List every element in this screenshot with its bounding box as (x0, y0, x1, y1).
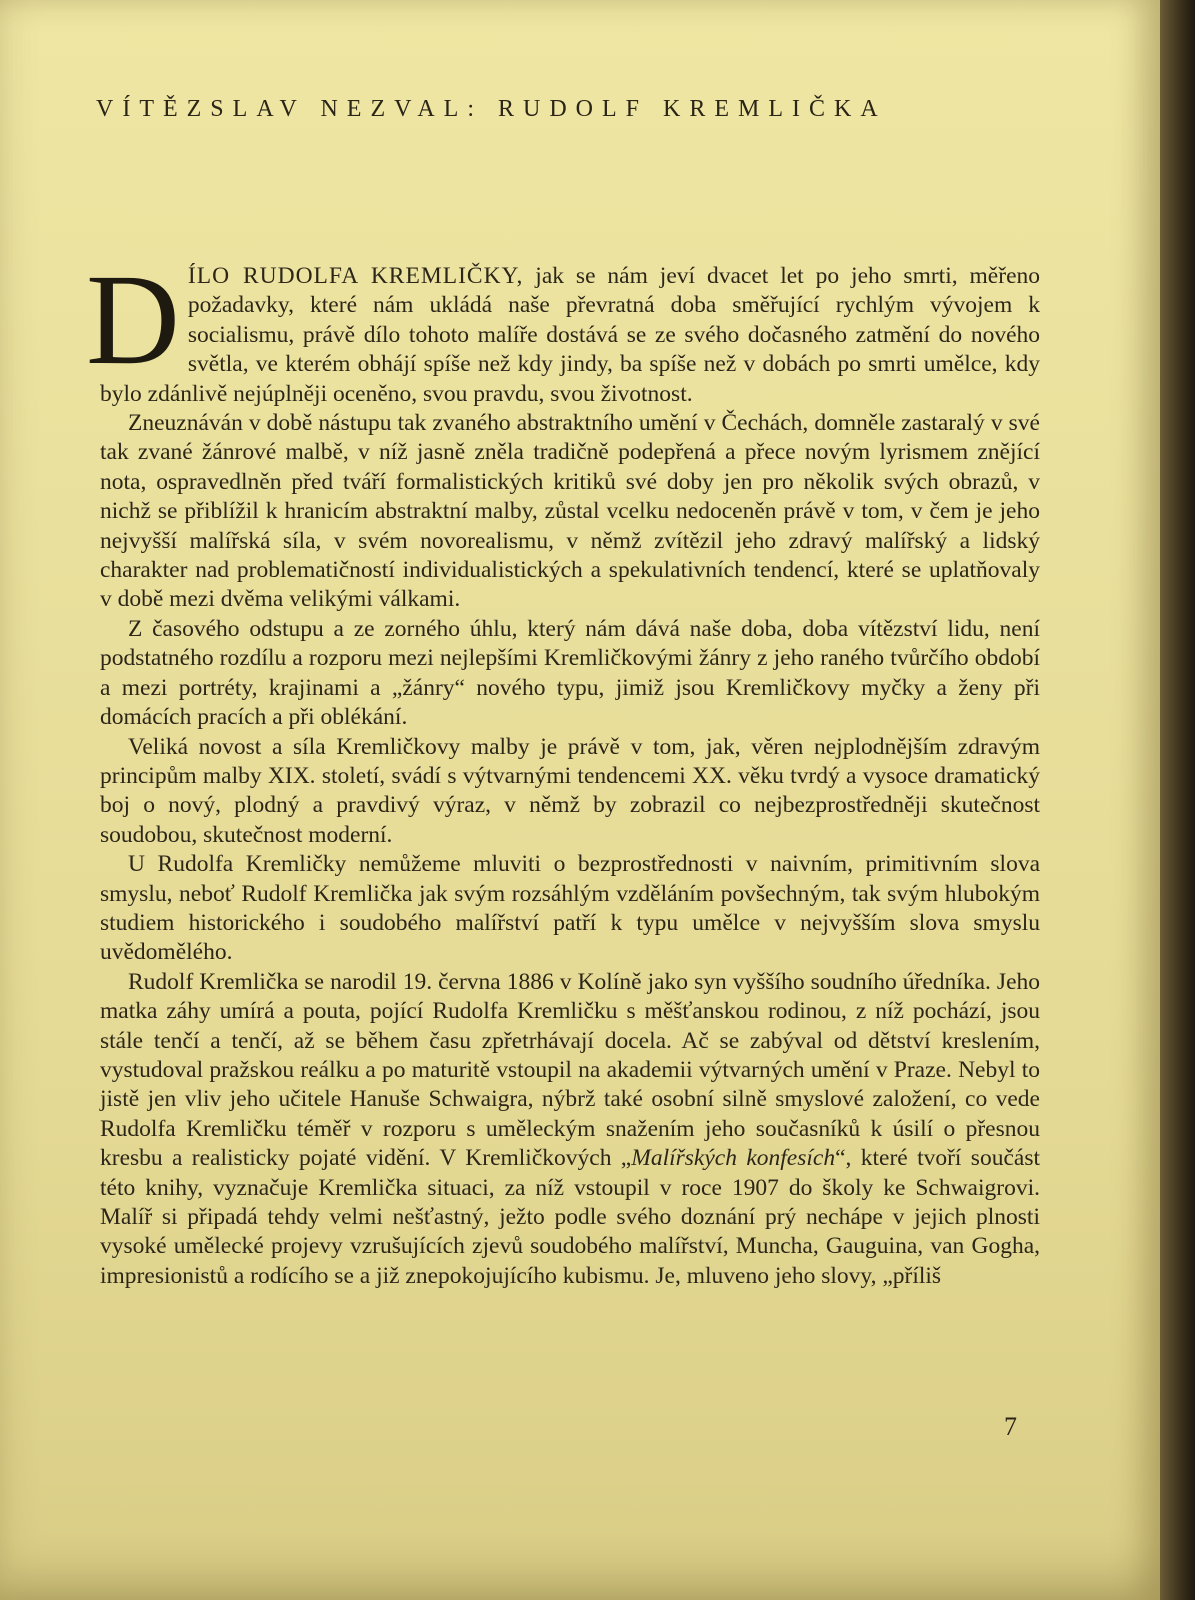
last-paragraph (100, 968, 1040, 1291)
body-text (86, 248, 1040, 1291)
book-title-italic: Malířských konfesích (631, 1145, 836, 1172)
last-paragraph-text: Rudolf Kremlička se narodil 19. června 1886 v Kolíně jako syn vyššího soudního úředníka. Jeho matka záhy umírá a pouta, pojící Rudolfa Kremličku s měšťanskou rodinou, z níž pochází, jsou stále tenčí a tenčí, až se během času zpřetrhávají docela. Ač se zabýval od dětství kreslením, vystudoval pražskou reálku a po maturitě vstoupil na akademii výtvarných umění v Praze. Nebyl to jistě jen vliv jeho učitele Hanuše Schwaigra, nýbrž také osobní silně smyslové založení, co vede Rudolfa Kremličku téměř v rozporu s uměleckým snažením jeho současníků k úsilí o přesnou kresbu a realisticky pojaté vidění. V Kremličkových „ (100, 968, 1040, 1172)
paragraph: Zneuznáván v době nástupu tak zvaného abstraktního umění v Čechách, domněle zastaralý v své tak zvané žánrové malbě, v níž jasně zněla tradičně podepřená a přece novým lyrismem znějící nota, ospravedlněn před tváří formalistických kritiků své doby jen pro několik svých obrazů, v nichž se přiblížil k hranicím abstraktní malby, zůstal vcelku nedoceněn právě v tom, v čem je jeho nejvyšší malířská síla, v svém novorealismu, v němž zvítězil jeho zdravý malířský a lidský charakter nad problematičností individualistických a spekulativních tendencí, které se uplatňovaly v době mezi dvěma velikými válkami. (100, 410, 1040, 613)
book-edge (1160, 0, 1195, 1600)
paragraph: U Rudolfa Kremličky nemůžeme mluviti o bezprostřednosti v naivním, primitivním slova smyslu, neboť Rudolf Kremlička jak svým rozsáhlým vzděláním povšechným, tak svým hlubokým studiem historického i soudobého malířství patří k typu umělce v nejvyšším slova smyslu uvědomělého. (100, 851, 1040, 966)
paragraph: Veliká novost a síla Kremličkovy malby je právě v tom, jak, věren nejplodnějším zdravým principům malby XIX. století, svádí s výtvarnými tendencemi XX. věku tvrdý a vysoce dramatický boj o nový, plodný a pravdivý výraz, v němž by zobrazil co nejbezprostředněji skutečnost soudobou, skutečnost moderní. (100, 733, 1040, 848)
paragraph: Z časového odstupu a ze zorného úhlu, který nám dává naše doba, doba vítězství lidu, není podstatného rozdílu a rozporu mezi nejlepšími Kremličkovými žánry z jeho raného tvůrčího období a mezi portréty, krajinami a „žánry“ nového typu, jimiž jsou Kremličkovy myčky a ženy při domácích pracích a při oblékání. (100, 615, 1040, 731)
page-number: 7 (1004, 1412, 1017, 1441)
last-paragraph-rest: “, které tvoří součást této knihy, vyznačuje Kremlička situaci, za níž vstoupil v roce 1907 do školy ke Schwaigrovi. Malíř si připadá tehdy velmi nešťastný, ježto podle svého doznání prý nechápe v jejich plnosti vysoké umělecké projevy vzrušujících zjevů soudobého malířství, Muncha, Gauguina, van Gogha, impresionistů a rodícího se a již znepokojujícího kubismu. Je, mluveno jeho slovy, „příliš (100, 1145, 1040, 1289)
drop-cap: D (86, 248, 180, 392)
first-paragraph (86, 248, 1040, 409)
first-paragraph-text: jak se nám jeví dvacet let po jeho smrti, měřeno požadavky, které nám ukládá naše převratná doba směřující rychlým vývojem k socialismu, právě dílo tohoto malíře dostává se ze svého dočasného zatmění do nového světla, ve kterém obhájí spíše než kdy jindy, ba spíše než v dobách po smrti umělce, kdy bylo zdánlivě nejúplněji oceněno, svou pravdu, svou životnost. (100, 263, 1040, 407)
opening-caps: ÍLO RUDOLFA KREMLIČKY, (187, 263, 524, 289)
running-head: VÍTĚZSLAV NEZVAL: RUDOLF KREMLIČKA (96, 96, 887, 122)
